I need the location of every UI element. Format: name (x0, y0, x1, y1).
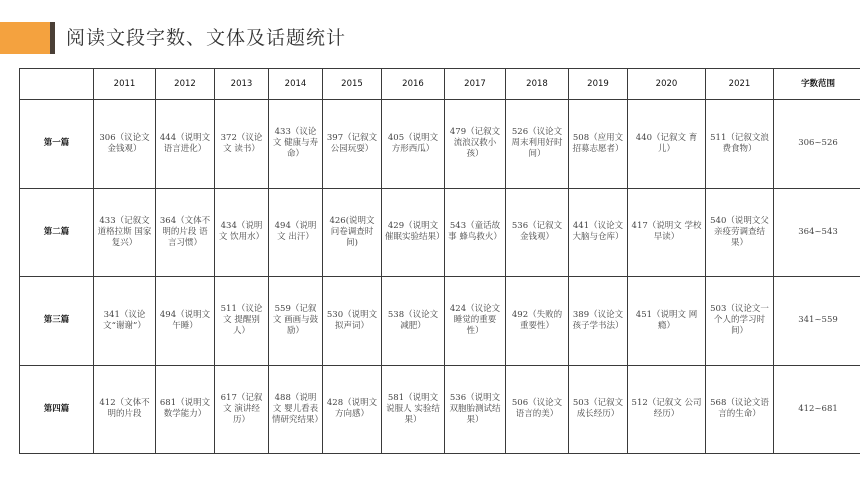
title-accent-bar (50, 22, 55, 54)
table-cell: 429（说明文催眠实验结果） (382, 188, 445, 277)
table-cell: 364（文体不明的片段 语言习惯） (156, 188, 215, 277)
header-year-cell: 2018 (506, 69, 569, 100)
header-year-cell: 2013 (215, 69, 269, 100)
table-cell: 444（说明文语言进化） (156, 100, 215, 189)
table-row (20, 100, 860, 189)
row-label: 第三篇 (20, 277, 94, 366)
table-cell: 397（记叙文公园玩耍） (323, 100, 382, 189)
table-row (20, 365, 860, 454)
stats-table-container (19, 68, 842, 454)
table-cell: 488（说明文 婴儿看表情研究结果） (269, 365, 323, 454)
header-year-cell: 2012 (156, 69, 215, 100)
table-cell: 372（议论文 读书） (215, 100, 269, 189)
table-cell: 341（议论文“谢谢”） (94, 277, 156, 366)
header-year-cell: 2021 (706, 69, 774, 100)
page-title: 阅读文段字数、文体及话题统计 (66, 27, 347, 49)
header-year-cell: 2014 (269, 69, 323, 100)
table-cell: 405（说明文方形西瓜） (382, 100, 445, 189)
table-cell: 451（说明文 网瘾） (628, 277, 706, 366)
table-cell: 530（说明文拟声词） (323, 277, 382, 366)
table-cell: 417（说明文 学校早读） (628, 188, 706, 277)
word-range-cell: 412~681 (774, 365, 860, 454)
header-year-cell: 2017 (445, 69, 506, 100)
table-cell: 441（议论文大脑与仓库） (569, 188, 628, 277)
table-cell: 526（议论文周末利用好时间） (506, 100, 569, 189)
word-range-cell: 364~543 (774, 188, 860, 277)
header-row (20, 69, 860, 100)
header-range-cell: 字数范围 (774, 69, 860, 100)
table-cell: 428（说明文方向感） (323, 365, 382, 454)
table-cell: 479（记叙文流浪汉救小孩） (445, 100, 506, 189)
table-cell: 492（失败的重要性） (506, 277, 569, 366)
header-corner-cell (20, 69, 94, 100)
table-cell: 503（记叙文成长经历） (569, 365, 628, 454)
table-cell: 424（议论文睡觉的重要性） (445, 277, 506, 366)
header-year-cell: 2019 (569, 69, 628, 100)
table-cell: 494（说明文午睡） (156, 277, 215, 366)
header-year-cell: 2016 (382, 69, 445, 100)
table-cell: 389（议论文孩子学书法） (569, 277, 628, 366)
table-cell: 508（应用文招募志愿者） (569, 100, 628, 189)
header-year-cell: 2020 (628, 69, 706, 100)
table-cell: 568（议论文语言的生命） (706, 365, 774, 454)
table-cell: 540（说明文父亲疫劳调查结果） (706, 188, 774, 277)
table-cell: 503（议论文一个人的学习时间） (706, 277, 774, 366)
table-cell: 681（说明文数学能力） (156, 365, 215, 454)
table-cell: 426(说明文问卷调查时间) (323, 188, 382, 277)
row-label: 第二篇 (20, 188, 94, 277)
table-cell: 511（议论文 提醒别人） (215, 277, 269, 366)
table-cell: 434（说明文 饮用水） (215, 188, 269, 277)
header-year-cell: 2015 (323, 69, 382, 100)
table-cell: 440（记叙文 育儿） (628, 100, 706, 189)
table-cell: 536（记叙文金钱观） (506, 188, 569, 277)
word-range-cell: 341~559 (774, 277, 860, 366)
table-cell: 536（说明文双胞胎测试结果） (445, 365, 506, 454)
table-cell: 506（议论文语言的美） (506, 365, 569, 454)
stats-table (19, 68, 860, 454)
table-cell: 433（议论文 健康与寿命） (269, 100, 323, 189)
header-year-cell: 2011 (94, 69, 156, 100)
table-cell: 543（童话故事 蜂鸟救火） (445, 188, 506, 277)
table-cell: 412（文体不明的片段 (94, 365, 156, 454)
table-cell: 306（议论文金钱观） (94, 100, 156, 189)
table-row (20, 188, 860, 277)
table-cell: 559（记叙文 画画与鼓励） (269, 277, 323, 366)
table-cell: 512（记叙文 公司经历） (628, 365, 706, 454)
table-cell: 511（记叙文浪费食物） (706, 100, 774, 189)
table-row (20, 277, 860, 366)
row-label: 第一篇 (20, 100, 94, 189)
table-cell: 433（记叙文道格拉斯 国家复兴） (94, 188, 156, 277)
word-range-cell: 306~526 (774, 100, 860, 189)
table-cell: 538（议论文减肥） (382, 277, 445, 366)
table-cell: 494（说明文 出汗） (269, 188, 323, 277)
title-accent-block (0, 22, 50, 54)
table-cell: 581（说明文说服人 实验结果） (382, 365, 445, 454)
row-label: 第四篇 (20, 365, 94, 454)
table-cell: 617（记叙文 演讲经历） (215, 365, 269, 454)
